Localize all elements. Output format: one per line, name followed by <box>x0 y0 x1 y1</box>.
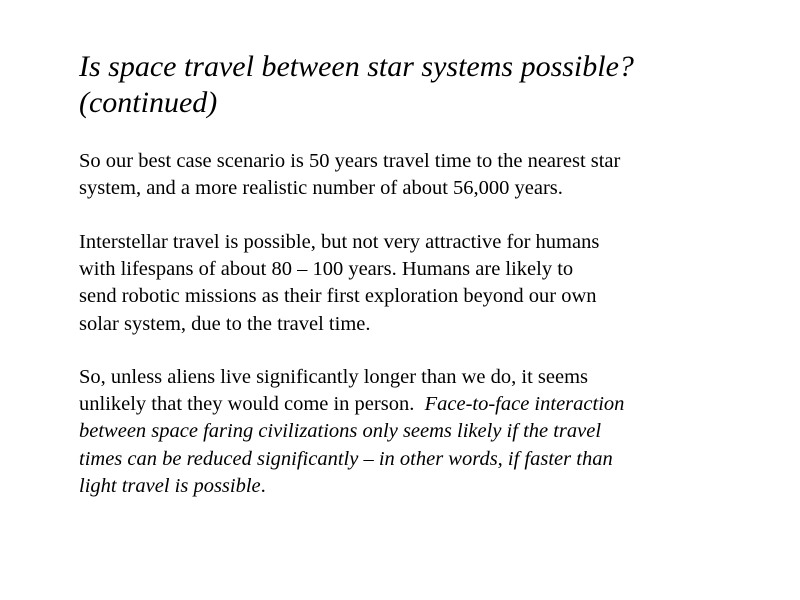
text-line: Interstellar travel is possible, but not very attractive for humans <box>79 231 600 253</box>
text-line: send robotic missions as their first exploration beyond our own <box>79 285 597 308</box>
paragraph-best-case <box>79 148 779 202</box>
italic-text-segment: Face-to-face interaction <box>424 393 625 416</box>
text-line: So, unless aliens live significantly longer than we do, it seems <box>79 366 588 388</box>
text-line: So our best case scenario is 50 years travel time to the nearest star <box>79 150 621 172</box>
italic-text-line: between space faring civilizations only seems likely if the travel <box>79 420 602 443</box>
text-line: system, and a more realistic number of about 56,000 years. <box>79 177 563 200</box>
title-line: Is space travel between star systems possible? <box>79 50 634 83</box>
text-line: solar system, due to the travel time. <box>79 312 371 335</box>
italic-text-segment: light travel is possible <box>79 474 261 497</box>
slide-title <box>79 49 769 121</box>
text-segment: . <box>260 474 266 497</box>
text-segment: unlikely that they would come in person. <box>79 393 425 416</box>
paragraph-interstellar-travel <box>79 229 779 338</box>
text-line: with lifespans of about 80 – 100 years. Humans are likely to <box>79 258 574 281</box>
text-line <box>79 473 779 500</box>
title-line: (continued) <box>79 86 218 119</box>
paragraph-aliens-conclusion <box>79 364 779 500</box>
text-line <box>79 391 779 418</box>
italic-text-line: times can be reduced significantly – in other words, if faster than <box>79 447 613 470</box>
